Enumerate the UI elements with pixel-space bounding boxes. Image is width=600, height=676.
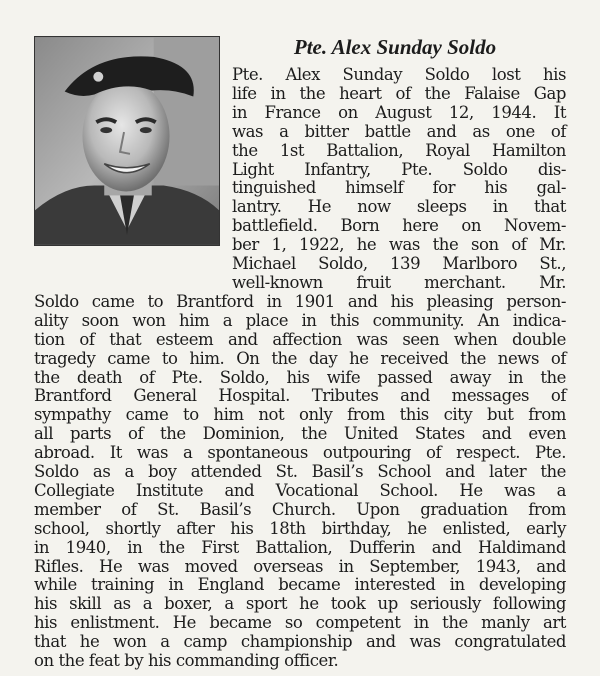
body-line: member of St. Basil’s Church. Upon graduation from (34, 499, 566, 519)
body-line: tinguished himself for his gal- (232, 178, 566, 198)
body-line: was a bitter battle and as one of (232, 121, 566, 141)
body-line: Rifles. He was moved overseas in September, 1943, and (34, 556, 566, 576)
body-line: ber 1, 1922, he was the son of Mr. (232, 235, 566, 255)
body-line: while training in England became interested in developing (34, 575, 566, 595)
body-line: Brantford General Hospital. Tributes and messages of (34, 386, 566, 406)
body-line: lantry. He now sleeps in that (232, 197, 566, 217)
body-line: school, shortly after his 18th birthday, he enlisted, early (34, 518, 566, 538)
article-title: Pte. Alex Sunday Soldo (293, 35, 497, 59)
body-line: sympathy came to him not only from this city but from (34, 405, 566, 425)
body-line: life in the heart of the Falaise Gap (232, 83, 566, 103)
body-line: ality soon won him a place in this community. An indica- (34, 310, 566, 330)
body-line: well-known fruit merchant. Mr. (232, 272, 566, 292)
body-line: that he won a camp championship and was congratulated (34, 632, 566, 652)
body-line: battlefield. Born here on Novem- (232, 216, 566, 236)
body-line: the 1st Battalion, Royal Hamilton (232, 140, 566, 160)
body-line: Collegiate Institute and Vocational School. He was a (34, 480, 566, 500)
portrait-image (35, 37, 219, 245)
body-line: Soldo as a boy attended St. Basil’s School and later the (34, 462, 566, 481)
body-line: Light Infantry, Pte. Soldo dis- (232, 159, 566, 179)
portrait-photo (34, 36, 220, 246)
body-line: on the feat by his commanding officer. (34, 651, 339, 670)
body-line: all parts of the Dominion, the United States and even (34, 424, 566, 444)
body-line: tragedy came to him. On the day he received the news of (34, 348, 566, 368)
body-line: in 1940, in the First Battalion, Dufferin and Haldimand (34, 537, 566, 557)
body-line: Pte. Alex Sunday Soldo lost his (232, 65, 566, 84)
body-line: the death of Pte. Soldo, his wife passed away in the (34, 367, 566, 387)
body-line: Michael Soldo, 139 Marlboro St., (232, 254, 566, 273)
body-line: tion of that esteem and affection was seen when double (34, 329, 566, 349)
body-line: his enlistment. He became so competent in the manly art (34, 613, 566, 633)
body-line: Soldo came to Brantford in 1901 and his pleasing person- (34, 291, 566, 311)
body-line: in France on August 12, 1944. It (232, 102, 566, 122)
body-line: abroad. It was a spontaneous outpouring of respect. Pte. (34, 443, 566, 463)
body-line: his skill as a boxer, a sport he took up seriously following (34, 594, 566, 614)
